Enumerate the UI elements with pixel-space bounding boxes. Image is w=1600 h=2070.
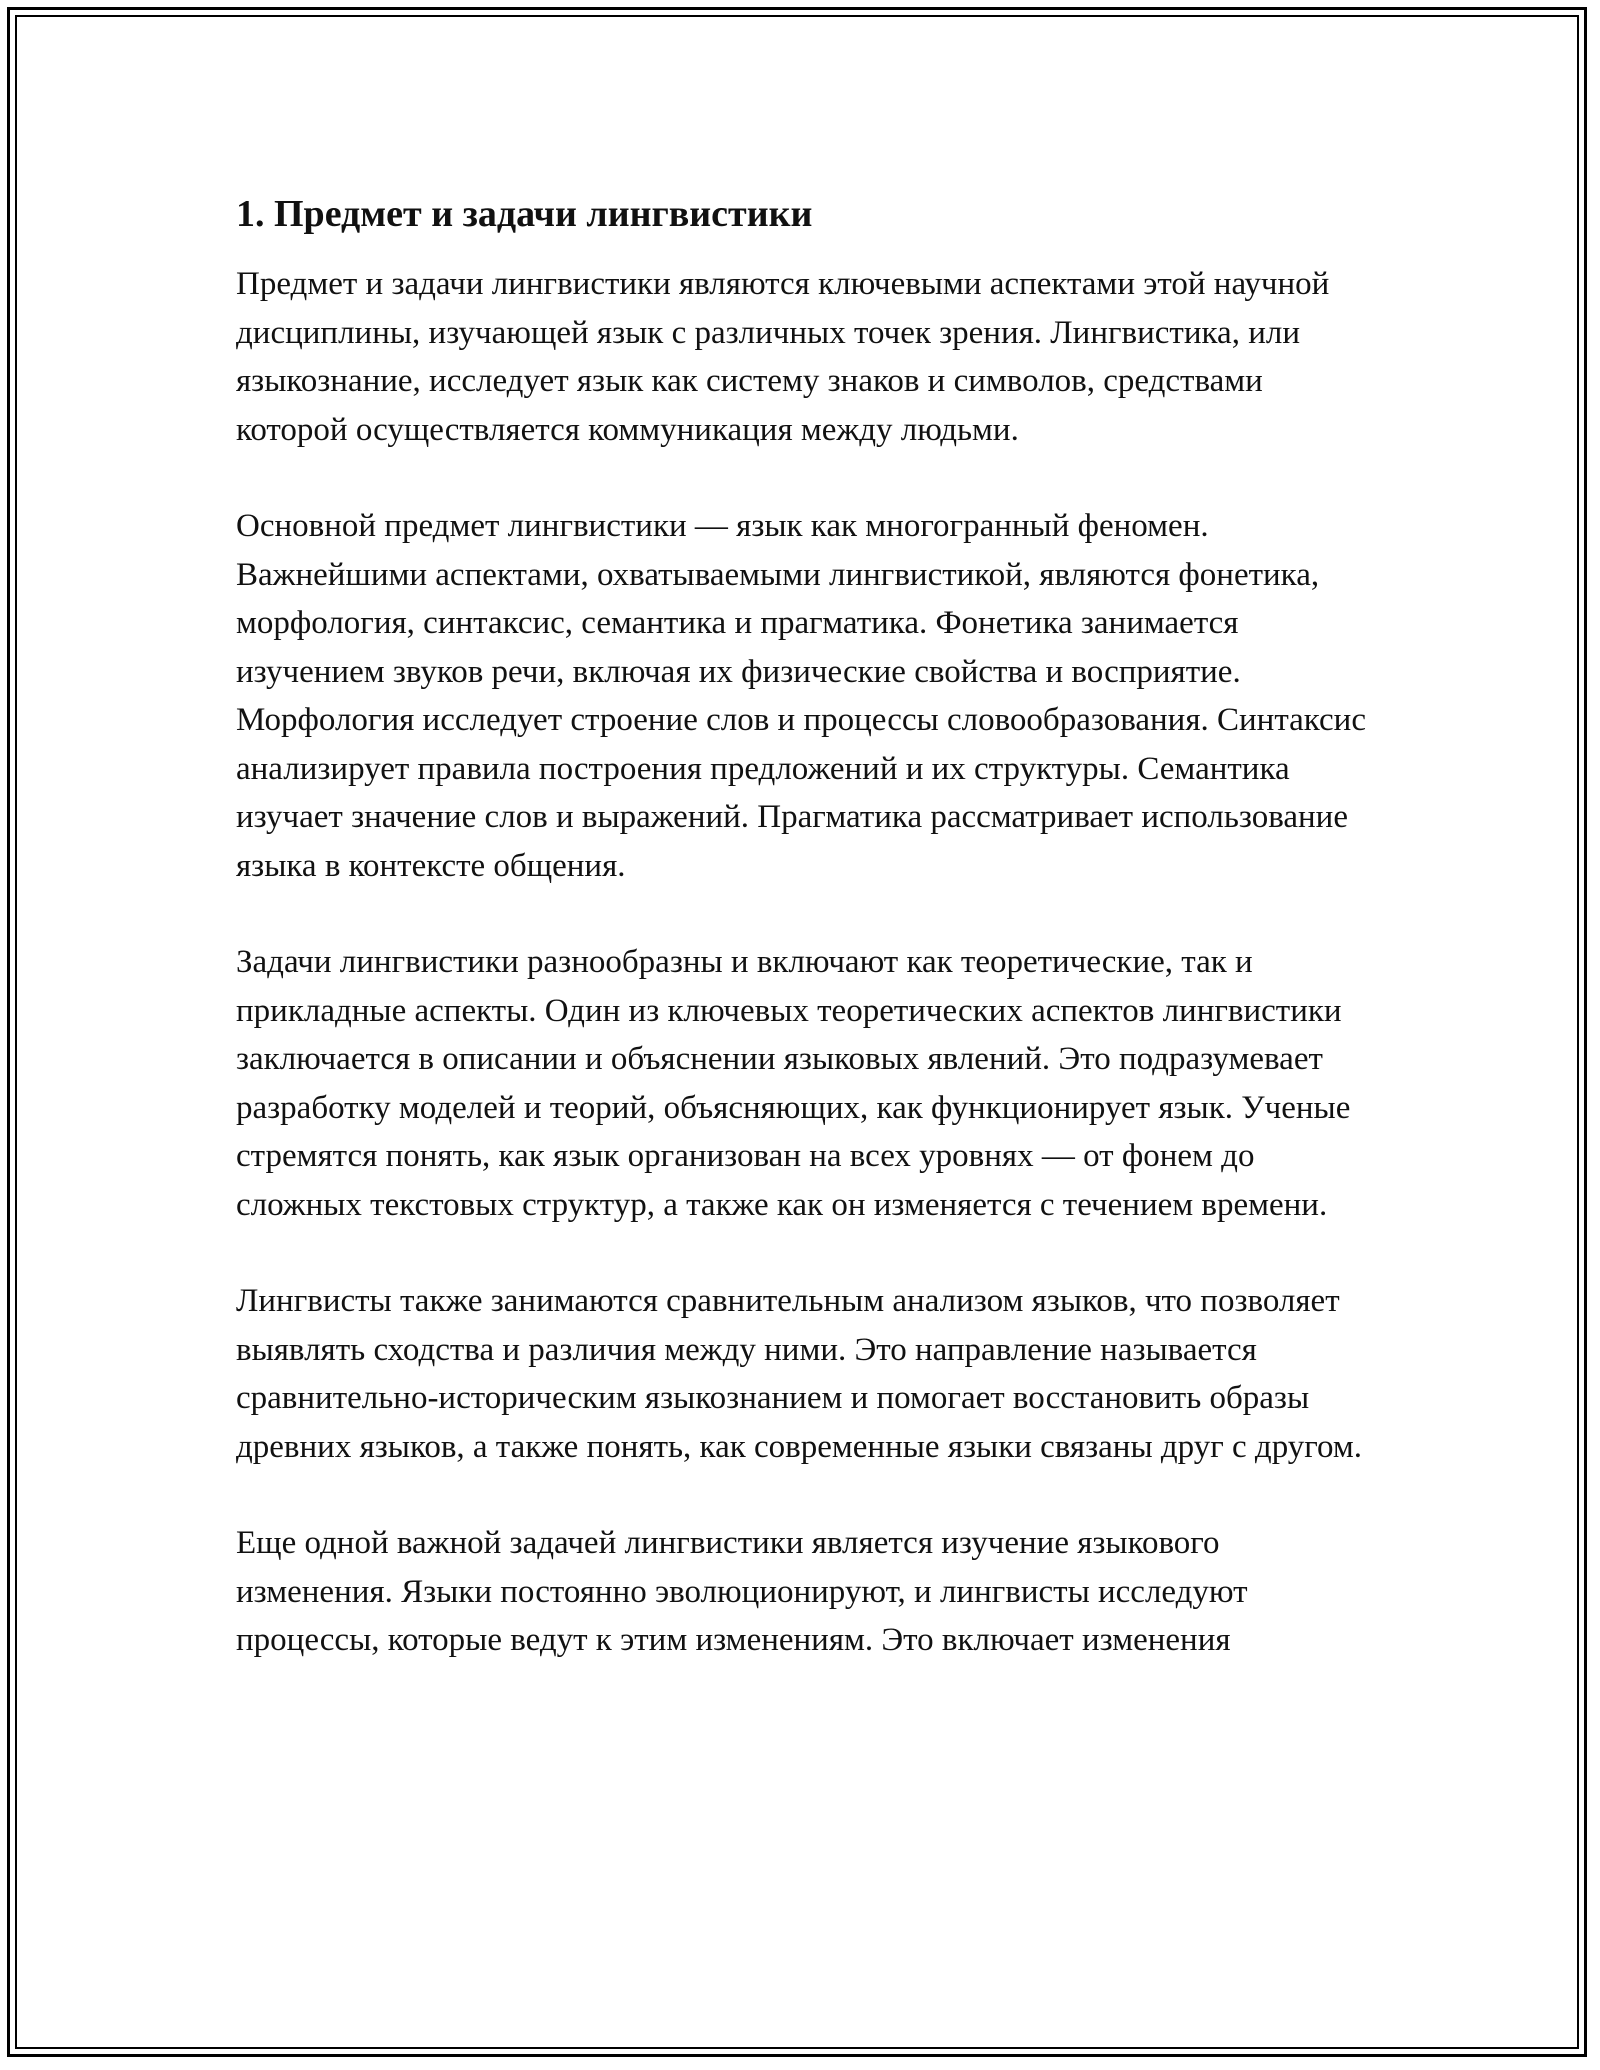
paragraph-5: Еще одной важной задачей лингвистики является изучение языкового изменения. Языки постоянно эволюционируют, и лингвисты исследуют процессы, которые ведут к этим изменениям. Это включает изменения	[236, 1525, 1248, 1658]
paragraph-4: Лингвисты также занимаются сравнительным анализом языков, что позволяет выявлять сходства и различия между ними. Это направление называется сравнительно-историческим языкознанием и помогает восстановить образы древних языков, а также понять, как современные языки связаны друг с другом.	[236, 1283, 1362, 1465]
document-body	[236, 186, 1376, 1713]
paragraph-2: Основной предмет лингвистики — язык как многогранный феномен. Важнейшими аспектами, охватываемыми лингвистикой, являются фонетика, морфология, синтаксис, семантика и прагматика. Фонетика занимается изучением звуков речи, включая их физические свойства и восприятие. Морфология исследует строение слов и процессы словообразования. Синтаксис анализирует правила построения предложений и их структуры. Семантика изучает значение слов и выражений. Прагматика рассматривает использование языка в контексте общения.	[236, 508, 1366, 884]
paragraph-3: Задачи лингвистики разнообразны и включают как теоретические, так и прикладные аспекты. Один из ключевых теоретических аспектов лингвистики заключается в описании и объяснении языковых явлений. Это подразумевает разработку моделей и теорий, объясняющих, как функционирует язык. Ученые стремятся понять, как язык организован на всех уровнях — от фонем до сложных текстовых структур, а также как он изменяется с течением времени.	[236, 944, 1351, 1223]
section-heading: 1. Предмет и задачи лингвистики	[236, 193, 813, 235]
paragraph-1: Предмет и задачи лингвистики являются ключевыми аспектами этой научной дисциплины, изучающей язык с различных точек зрения. Лингвистика, или языкознание, исследует язык как систему знаков и символов, средствами которой осуществляется коммуникация между людьми.	[236, 266, 1330, 448]
